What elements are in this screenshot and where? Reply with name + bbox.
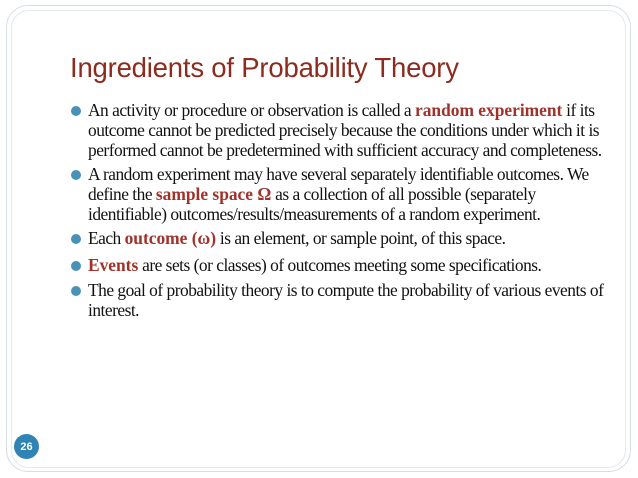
slide-content xyxy=(70,100,610,324)
bullet-text: The goal of probability theory is to compute the probability of various events of interest. xyxy=(88,280,604,320)
bullet-sample-space xyxy=(70,164,610,224)
bullet-icon xyxy=(71,170,81,180)
bullet-text: An activity or procedure or observation is called a xyxy=(88,100,416,120)
bullet-text: is an element, or sample point, of this space. xyxy=(216,228,506,248)
bullet-text: if its outcome cannot be predicted precisely because the conditions under which it is performed cannot be predetermined with sufficient accuracy and completeness. xyxy=(88,100,602,160)
bullet-outcome xyxy=(70,228,610,248)
bullet-text: are sets (or classes) of outcomes meeting some specifications. xyxy=(138,255,542,275)
bullet-icon xyxy=(71,234,81,244)
term-events: Events xyxy=(88,255,139,275)
term-random-experiment: random experiment xyxy=(415,100,563,120)
bullet-icon xyxy=(71,261,81,271)
page-number-badge: 26 xyxy=(14,434,39,459)
bullet-text: Each xyxy=(88,228,125,248)
bullet-icon xyxy=(71,286,81,296)
bullet-events xyxy=(70,252,610,278)
bullet-icon xyxy=(71,106,81,116)
term-outcome: outcome (ω) xyxy=(124,228,217,248)
bullet-text: as a collection of all possible (separately identifiable) outcomes/results/measurements of a random experiment. xyxy=(88,184,541,224)
slide-title: Ingredients of Probability Theory xyxy=(70,52,459,83)
term-sample-space: sample space Ω xyxy=(155,184,272,204)
bullet-text: A random experiment may have several separately identifiable outcomes. We define the xyxy=(88,164,589,204)
bullet-goal xyxy=(70,280,610,320)
bullet-random-experiment xyxy=(70,100,610,160)
